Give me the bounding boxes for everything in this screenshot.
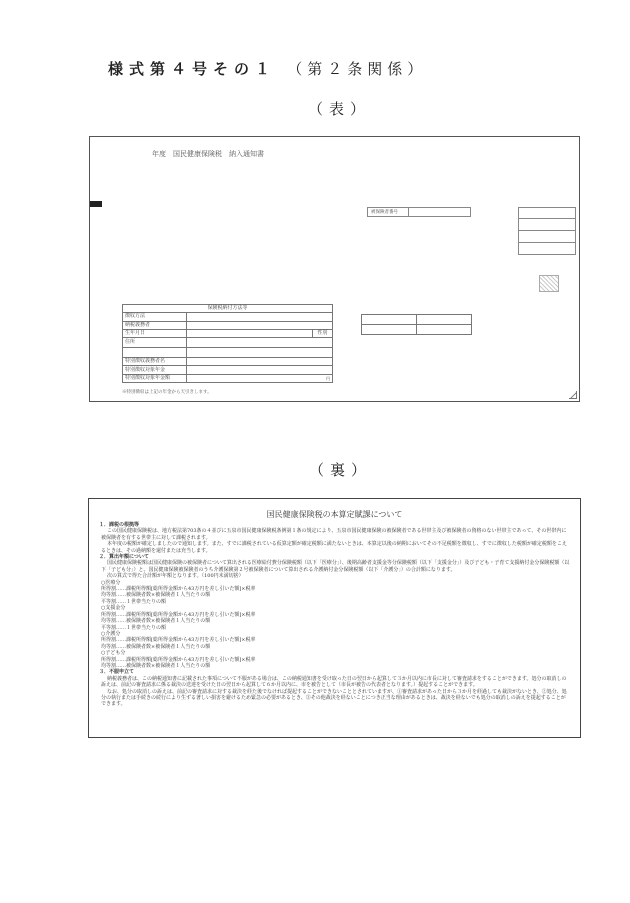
right-box: [518, 207, 576, 219]
formula-line: 所得割……課税所得額[総所得金額から43万円を差し引いた額]×税率: [101, 656, 256, 663]
mid-boxes: [361, 314, 472, 335]
formula-line: 均等割……被保険者数×被保険者１人当たりの額: [101, 643, 211, 650]
formula-line: 均等割……被保険者数×被保険者１人当たりの額: [101, 592, 211, 599]
form-title: [108, 58, 427, 79]
back-body: [99, 522, 570, 708]
seal-stamp: [539, 275, 559, 292]
row-label: 徴収方法: [123, 313, 187, 321]
formula-line: 所得割……課税所得額[総所得金額から43万円を差し引いた額]×税率: [101, 637, 256, 644]
back-label: （裏）: [309, 461, 373, 479]
back-title: 国民健康保険税の本算定賦課について: [266, 510, 403, 519]
paragraph: 納税義務者は、この納税通知書に記載された事項について不服がある場合は、この納税通知書を受け取った日の翌日から起算して３か月以内に市長に対して審査請求をすることができます。処分の取消しの訴えは、前記の審査請求に係る裁決の送達を受けた日の翌日から起算して６か月以内に、市を被告として（市長が被告の代表者となります。）提起することができます。: [101, 675, 567, 689]
formula-line: 所得割……課税所得額[総所得金額から43万円を差し引いた額]×税率: [101, 586, 256, 593]
payment-method-table: [122, 304, 333, 383]
row-label: 特別徴収対象年金額: [123, 374, 187, 382]
yen-unit: 円: [187, 374, 333, 382]
insured-number-label: 被保険者番号: [371, 210, 398, 215]
section-heading: ２．算出年額について: [99, 554, 149, 561]
row-label: 住所: [123, 338, 187, 348]
paragraph: この国民健康保険税は、地方税法第703条の４並びに五泉市国民健康保険税条例第１条の規定により、五泉市国民健康保険の被保険者である世帯主及び被保険者の資格のない世帯主であって、その世帯内に被保険者を有する世帯主に対して課税されます。: [101, 528, 567, 541]
back-side-panel: [88, 498, 581, 738]
subsection-heading: ○支援金分: [101, 605, 126, 612]
form-title-article: （第２条関係）: [287, 60, 428, 78]
sex-label: 性別: [313, 329, 333, 337]
front-label: （表）: [308, 100, 372, 118]
withholding-note: ※特別徴収は上記の年金から天引きします。: [122, 390, 212, 395]
formula-line: 均等割……被保険者数×被保険者１人当たりの額: [101, 618, 211, 625]
row-label: 納税義務者: [123, 321, 187, 329]
corner-mark: [569, 391, 577, 399]
payment-table-caption: 保険税納付方法等: [123, 305, 333, 313]
registration-mark: [90, 201, 102, 207]
insured-number-field: [367, 207, 471, 217]
row-label: 特別徴収対象年金: [123, 366, 187, 374]
paragraph: なお、処分の取消しの訴えは、前記の審査請求に対する裁決を経た後でなければ提起することができないこととされていますが、①審査請求があった日から３か月を経過しても裁決がないとき、②処分、処分の執行または手続きの続行により生ずる著しい損害を避けるため緊急の必要があるとき、③その他裁決を経ないことにつき正当な理由があるときは、裁決を経ないでも処分の取消しの訴えを提起することができます。: [101, 688, 567, 708]
subsection-heading: ○子ども分: [101, 650, 126, 657]
front-side-panel: [89, 136, 580, 402]
subsection-heading: ○医療分: [101, 579, 121, 586]
formula-line: 平等割……１世帯当たりの額: [101, 624, 167, 631]
right-box: [518, 231, 576, 243]
paragraph: 次の算式で得た合計額が年額となります。（100円未満切捨）: [107, 573, 244, 580]
form-title-main: 様式第４号その１: [108, 60, 277, 78]
notice-heading: 年度 国民健康保険税 納入通知書: [152, 150, 264, 158]
paragraph: 本年度の税額が確定しましたので通知します。また、すでに課税されている仮算定額が確定税額に満たないときは、本算定以後の納期においてその不足税額を徴収し、すでに徴収した税額が確定税額をこえるときは、その過納額を還付または充当します。: [101, 541, 567, 554]
right-box: [518, 243, 576, 255]
subsection-heading: ○介護分: [101, 630, 121, 637]
formula-line: 平等割……１世帯当たりの額: [101, 598, 167, 605]
section-heading: １．課税の根拠等: [99, 522, 140, 528]
formula-line: 均等割……被保険者数×被保険者１人当たりの額: [101, 662, 211, 669]
row-label: 特別徴収義務者名: [123, 358, 187, 366]
right-boxes: [518, 207, 576, 255]
paragraph: 国民健康保険税額は国民健康保険の被保険者について算出される医療給付費分保険税額（以下「医療分」）、後期高齢者支援金等分保険税額（以下「支援金分」）及び子ども・子育て支援納付金分保険税額（以下「子ども分」）と、国民健康保険被保険者のうち介護保険第２号被保険者について算出される介護納付金分保険税額（以下「介護分」）の合計額になります。: [101, 560, 570, 573]
row-label: 生年月日: [123, 329, 187, 337]
section-heading: ３．不服申立て: [99, 669, 135, 676]
right-box: [518, 219, 576, 231]
insured-number-box: [408, 207, 472, 217]
formula-line: 所得割……課税所得額[総所得金額から43万円を差し引いた額]×税率: [101, 611, 256, 618]
